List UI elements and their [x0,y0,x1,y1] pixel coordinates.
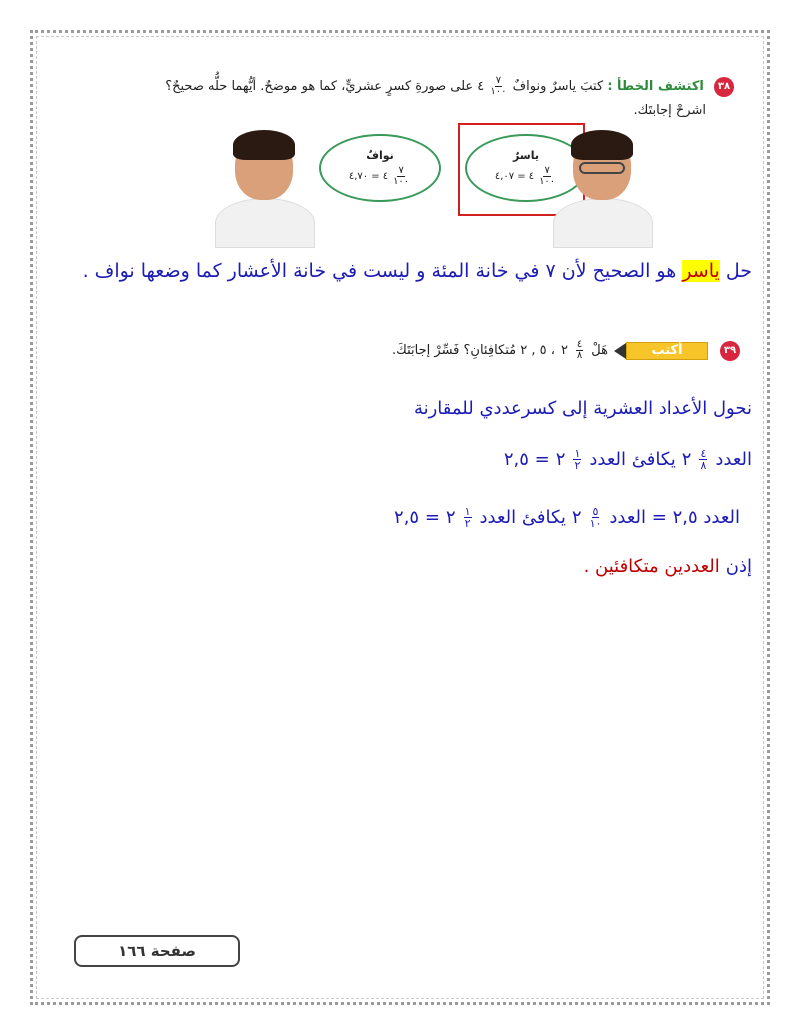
boy-nawaf-image [215,120,315,248]
answer-rest: هو الصحيح لأن ٧ في خانة المئة و ليست في خانة الأعشار كما وضعها نواف . [82,260,677,282]
fraction-whole: ٢ [560,343,568,358]
question-fraction: $\frac{٤}{٨}$ [576,339,583,361]
question-title: اكتشف الخطأ : [607,79,704,94]
bubble-name: نوافٌ [366,149,394,162]
bubble-name: ياسرٌ [513,149,539,162]
pencil-icon [614,341,708,361]
illustration [215,120,653,248]
question-38 [54,76,734,122]
question-fraction [490,76,506,97]
bubble-equation: ٤,٧٠ = ٤ $\frac{٧}{١٠٠}$ [348,165,410,187]
question-39 [180,340,740,361]
question-line-2: اشرحْ إجابتَك. [633,103,706,118]
write-badge: أكتب [626,342,708,360]
fraction-denominator: ١٠٠ [490,86,507,97]
answer-39-line-3: العدد ٢,٥ = العدد $\frac{٥}{١٠}$ ٢ يكافئ العدد $\frac{١}{٢}$ ٢ = ٢,٥ [394,505,740,530]
question-text-after: على صورةِ كسرٍ عشريٍّ، كما هو موضحٌ. أيُّهما حلُّه صحيحٌ؟ [165,79,474,94]
answer-39-conclusion: إذن العددين متكافئين . [583,556,752,577]
answer-39-line-2: العدد $\frac{٤}{٨}$ ٢ يكافئ العدد $\frac{١}{٢}$ ٢ = ٢,٥ [503,447,752,472]
answer-39-line-1: نحول الأعداد العشرية إلى كسرعددي للمقارنة [413,398,752,419]
question-text-b: ، ٥ , ٢ مُتكافِئانِ؟ فَسِّرْ إجابَتَكَ. [392,343,555,358]
answer-prefix: حل [725,260,752,282]
bubble-equation: ٤,٠٧ = ٤ $\frac{٧}{١٠٠}$ [494,165,556,187]
question-number-badge: ٣٩ [720,341,740,361]
highlighted-name: ياسر [682,260,720,282]
fraction-numerator: ٧ [495,75,502,86]
page-number: صفحة ١٦٦ [74,935,240,967]
speech-bubble-nawaf [319,134,441,202]
question-text-a: هَلْ [591,343,608,358]
answer-38 [52,258,752,285]
question-number-badge: ٣٨ [714,77,734,97]
boy-yaser-image [553,120,653,248]
question-text-before: كتبَ ياسرٌ ونوافٌ [512,79,604,94]
fraction-whole: ٤ [477,79,485,94]
